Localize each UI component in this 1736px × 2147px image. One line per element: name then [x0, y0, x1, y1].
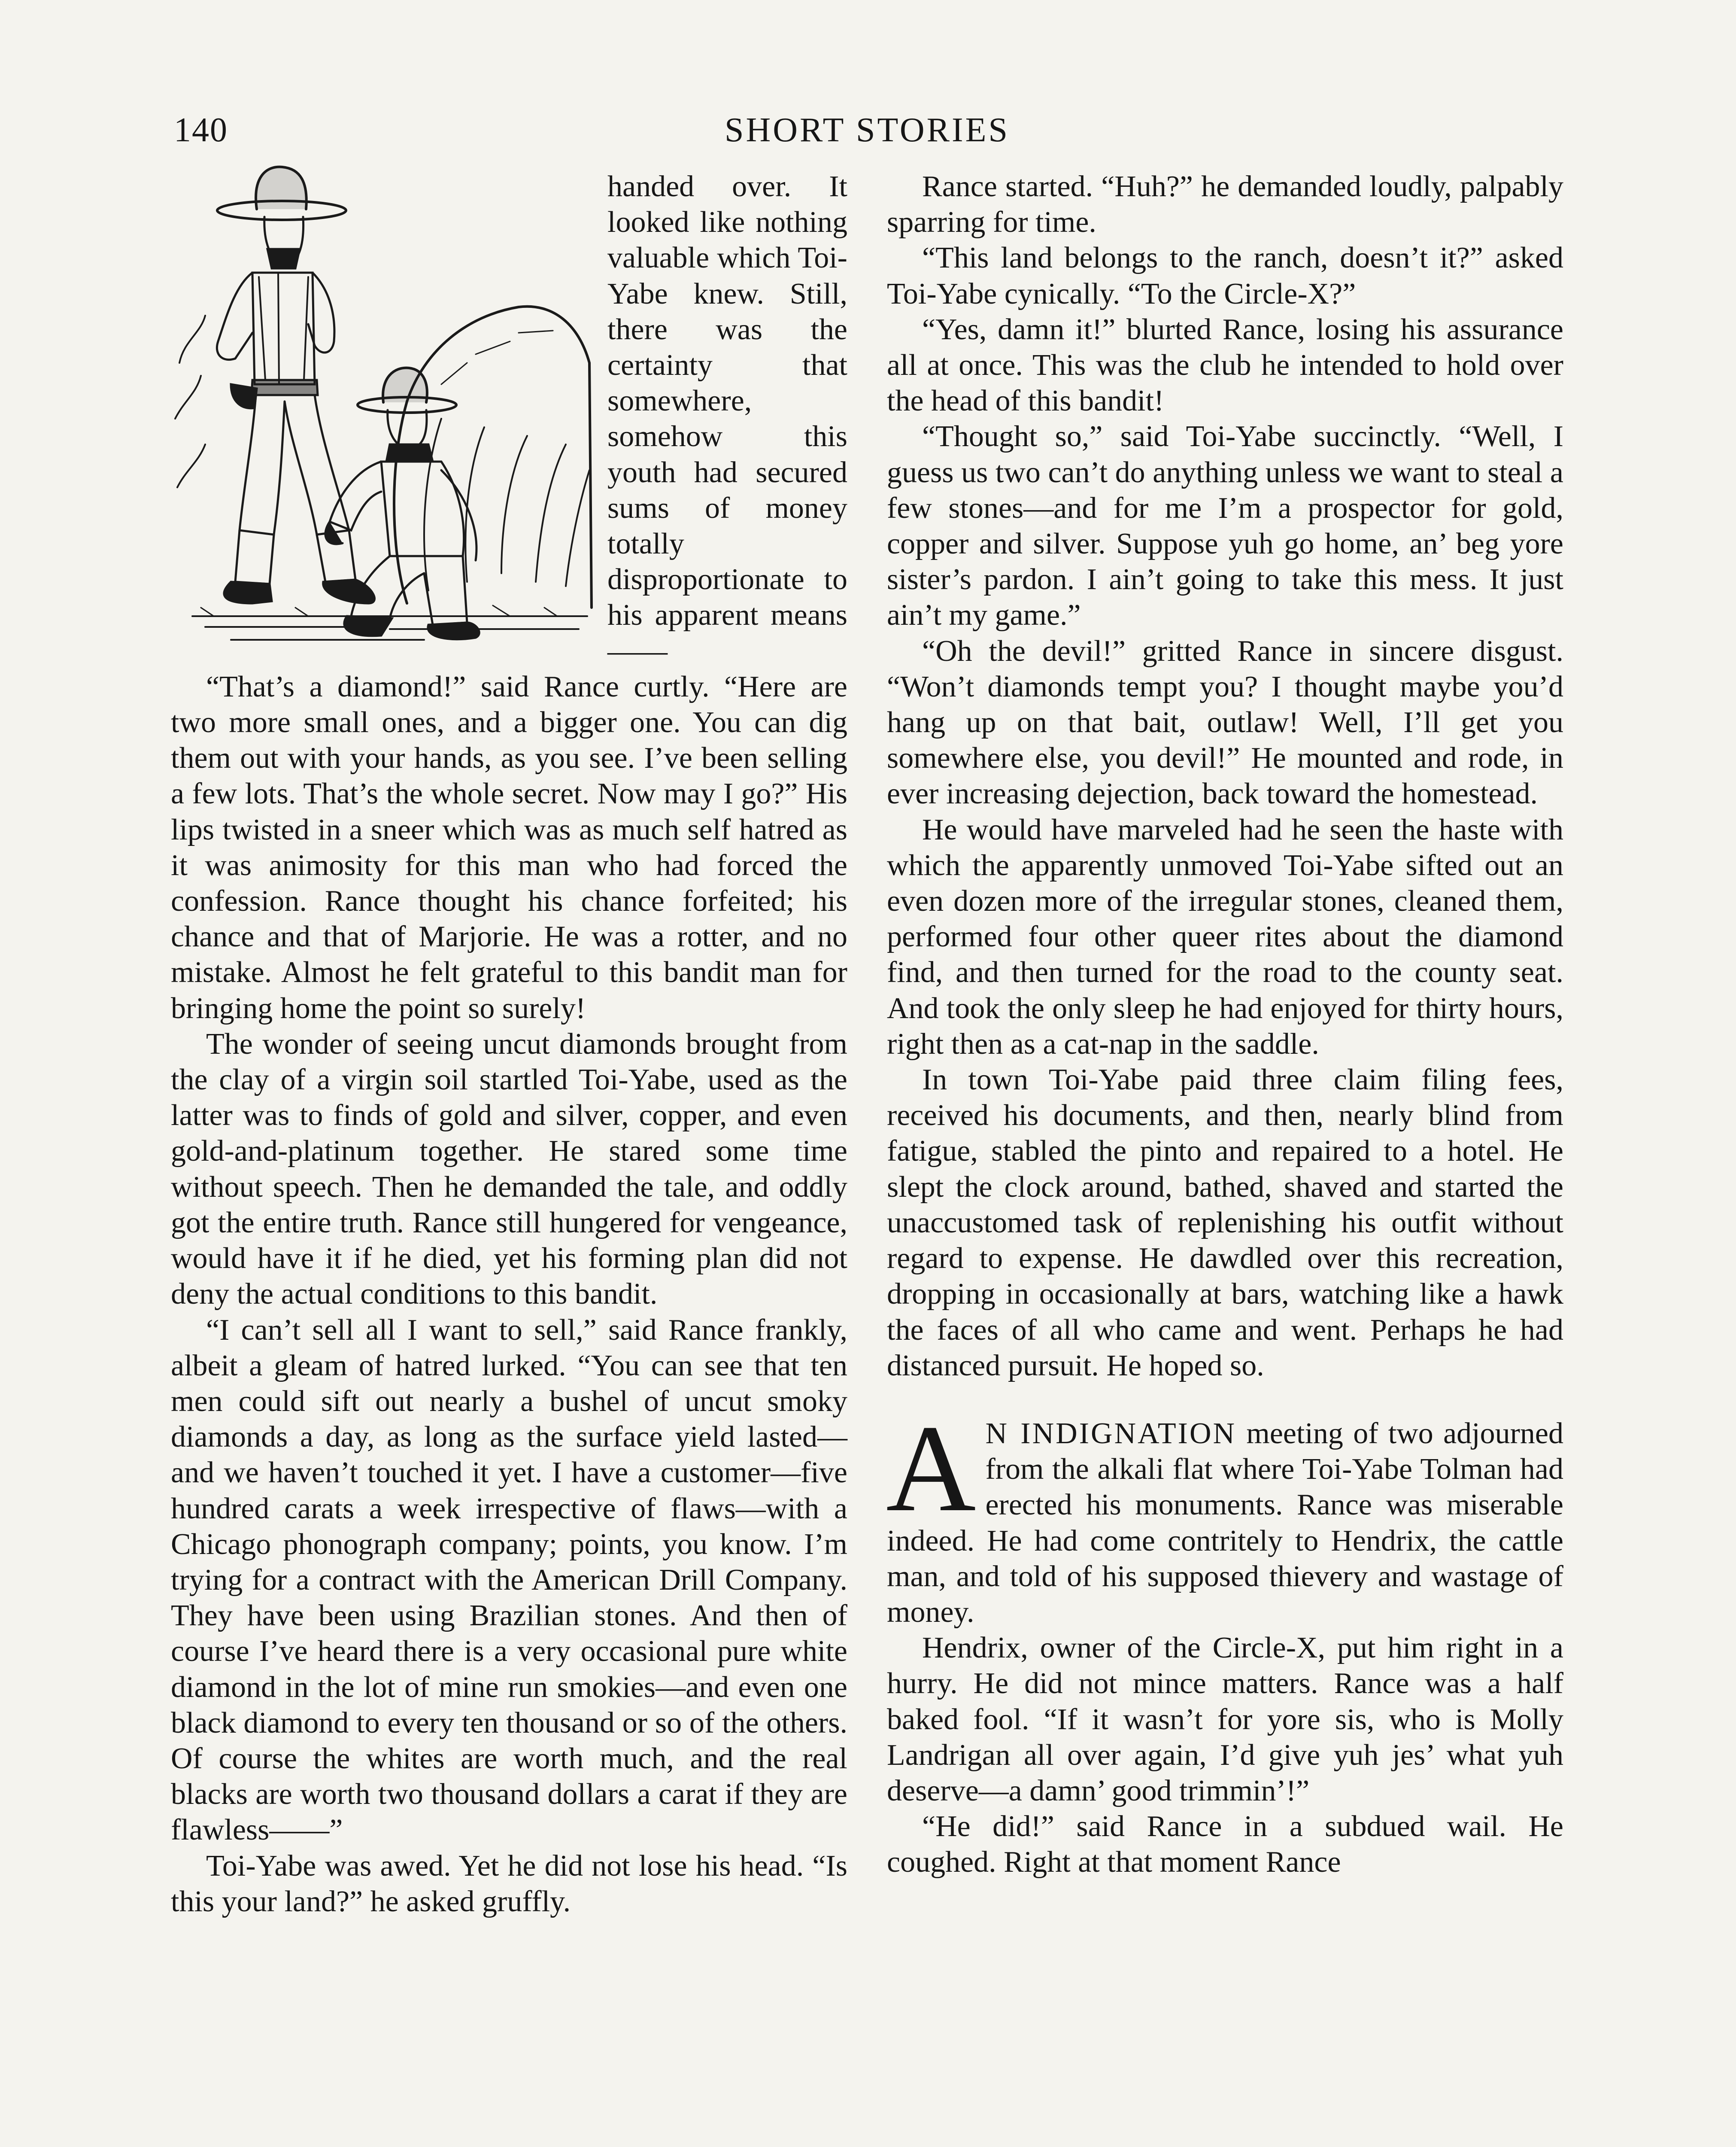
left-column	[171, 169, 847, 1919]
page-number: 140	[174, 111, 228, 149]
paragraph: “Oh the devil!” gritted Rance in sincere disgust. “Won’t diamonds tempt you? I thought maybe you’d hang up on that bait, outlaw! Well, I’ll get you somewhere else, you devil!” He mounted and rode, in ever increasing dejection, back toward the homestead.	[887, 634, 1563, 811]
right-column	[887, 169, 1563, 1880]
cowboys-at-rock-illustration	[167, 161, 597, 660]
drop-cap: A	[886, 1399, 976, 1537]
paragraph: “Yes, damn it!” blurted Rance, losing his assurance all at once. This was the club he intended to hold over the head of this bandit!	[887, 313, 1563, 418]
paragraph: He would have marveled had he seen the haste with which the apparently unmoved Toi-Yabe sifted out an even dozen more of the irregular stones, cleaned them, performed four other queer rites about the diamond find, and then turned for the road to the county seat. And took the only sleep he had enjoyed for thirty hours, right then as a cat-nap in the saddle.	[887, 813, 1563, 1061]
section-opening-paragraph	[886, 1399, 1563, 1630]
paragraph-text: meeting of two adjourned from the alkali flat where Toi-Yabe Tolman had erected his monuments. Rance was miserable indeed. He had come contritely to Hendrix, the cattle man, and told of his supposed thievery and wastage of money.	[887, 1417, 1563, 1629]
section-break	[887, 1384, 1563, 1416]
page-header	[174, 111, 1560, 158]
paragraph: “This land belongs to the ranch, doesn’t it?” asked Toi-Yabe cynically. “To the Circle-X?”	[887, 241, 1563, 310]
running-head: SHORT STORIES	[724, 111, 1010, 149]
paragraph: “I can’t sell all I want to sell,” said Rance frankly, albeit a gleam of hatred lurked. “You can see that ten men could sift out nearly a bushel of uncut smoky diamonds a day, as long as the surface yield lasted—and we haven’t touched it yet. I have a customer—five hundred carats a week irrespective of flaws—with a Chicago phonograph company; points, you know. I’m trying for a contract with the American Drill Company. They have been using Brazilian stones. And then of course I’ve heard there is a very occasional pure white diamond in the lot of mine run smokies—and even one black diamond to every ten thousand or so of the others. Of course the whites are worth much, and the real blacks are worth two thousand dollars a carat if they are flawless——”	[171, 1313, 847, 1847]
paragraph: The wonder of seeing uncut diamonds brought from the clay of a virgin soil startled Toi-Yabe, used as the latter was to finds of gold and silver, copper, and even gold-and-platinum together. He stared some time without speech. Then he demanded the tale, and oddly got the entire truth. Rance still hungered for vengeance, would have it if he died, yet his forming plan did not deny the actual conditions to this bandit.	[171, 1027, 847, 1311]
paragraph: Toi-Yabe was awed. Yet he did not lose his head. “Is this your land?” he asked gruffly.	[171, 1849, 847, 1918]
paragraph: “That’s a diamond!” said Rance curtly. “Here are two more small ones, and a bigger one. You can dig them out with your hands, as you see. I’ve been selling a few lots. That’s the whole secret. Now may I go?” His lips twisted in a sneer which was as much self hatred as it was animosity for this man who had forced the confession. Rance thought his chance forfeited; his chance and that of Marjorie. He was a rotter, and no mistake. Almost he felt grateful to this bandit man for bringing home the point so surely!	[171, 670, 847, 1025]
paragraph: “Thought so,” said Toi-Yabe succinctly. “Well, I guess us two can’t do anything unless we want to steal a few stones—and for me I’m a prospector for gold, copper and silver. Suppose yuh go home, an’ beg yore sister’s pardon. I ain’t going to take this mess. It just ain’t my game.”	[887, 420, 1563, 632]
paragraph: “He did!” said Rance in a subdued wail. He coughed. Right at that moment Rance	[887, 1810, 1563, 1879]
paragraph: In town Toi-Yabe paid three claim filing fees, received his documents, and then, nearly blind from fatigue, stabled the pinto and repaired to a hotel. He slept the clock around, bathed, shaved and started the unaccustomed task of replenishing his outfit without regard to expense. He dawdled over this recreation, dropping in occasionally at bars, watching like a hawk the faces of all who came and went. Perhaps he had distanced pursuit. He hoped so.	[887, 1063, 1563, 1382]
small-caps-lead: N INDIGNATION	[985, 1417, 1237, 1450]
paragraph: handed over. It looked like nothing valuable which Toi-Yabe knew. Still, there was the certainty that somewhere, somehow this youth had secured sums of money totally disproportionate to his apparent means——	[607, 170, 847, 668]
paragraph: Rance started. “Huh?” he demanded loudly, palpably sparring for time.	[887, 170, 1563, 239]
paragraph: Hendrix, owner of the Circle-X, put him right in a hurry. He did not mince matters. Rance was a half baked fool. “If it wasn’t for yore sis, who is Molly Landrigan all over again, I’d give yuh jes’ what yuh deserve—a damn’ good trimmin’!”	[887, 1631, 1563, 1807]
